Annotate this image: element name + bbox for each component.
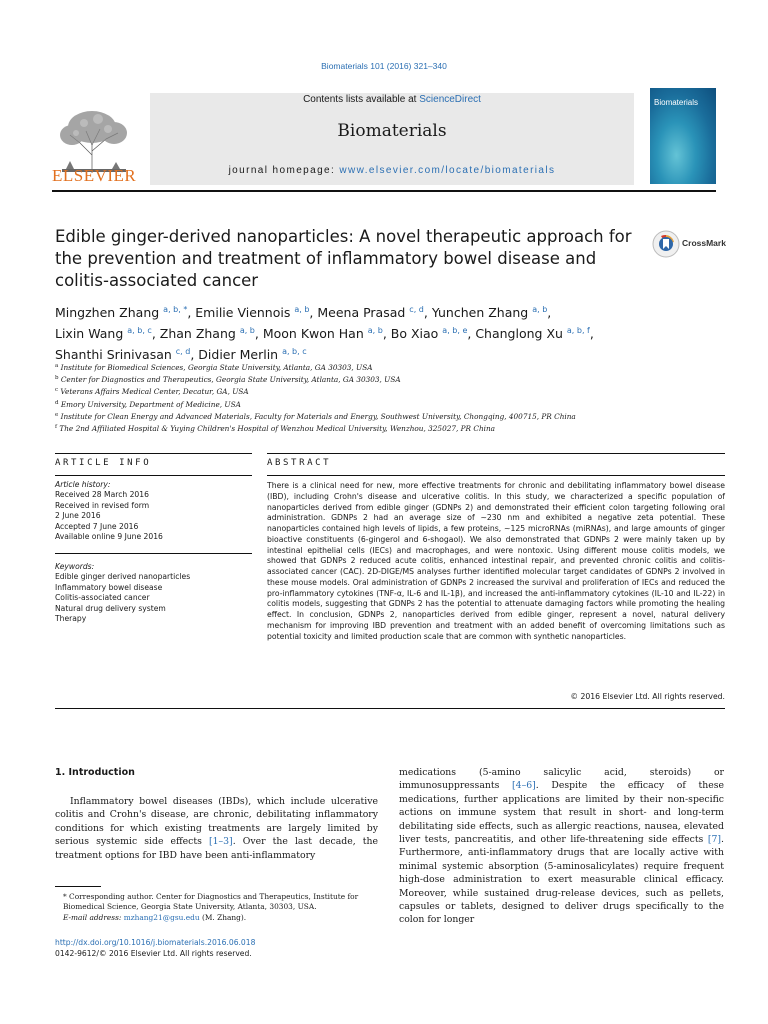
- author-name[interactable]: Emilie Viennois: [195, 305, 295, 320]
- abstract-heading-rule: [267, 475, 725, 476]
- author-separator: ,: [190, 347, 199, 362]
- reference-link[interactable]: [1–3]: [208, 836, 233, 848]
- abstract-heading: ABSTRACT: [267, 458, 332, 468]
- affiliation-key: d: [55, 399, 59, 406]
- abstract-text: There is a clinical need for new, more effective treatments for chronic and debilitating inflammatory bowel disease (IBD), including Crohn's disease and ulcerative colitis. In this study, we characterized a specific population of nanoparticles derived from edible ginger (GDNPs 2) and demonstrated their efficient colon targeting following oral administration. GDNPs 2 had an average size of ~230 nm and exhibited a negative zeta potential. These nanoparticles contained high levels of lipids, a few proteins, ~125 microRNAs (miRNAs), and large amounts of ginger bioactive constituents (6-gingerol and 6-shogaol). We also demonstrated that GDNPs 2 were mainly taken up by intestinal epithelial cells (IECs) and macrophages, and were nontoxic. Using different mouse colitis models, we showed that GDNPs 2 reduced acute colitis, enhanced intestinal repair, and prevented chronic colitis and colitis-associated cancer (CAC). 2D-DIGE/MS analyses further identified molecular target candidates of GDNPs 2 involved in these mouse models. Oral administration of GDNPs 2 increased the survival and proliferation of IECs and reduced the pro-inflammatory cytokines (TNF-α, IL-6 and IL-1β), and increased the anti-inflammatory cytokines (IL-10 and IL-22) in colitis models, suggesting that GDNPs 2 has the potential to attenuate damaging factors while promoting the healing effect. In conclusion, GDNPs 2, nanoparticles derived from edible ginger, represent a novel, natural delivery mechanism for improving IBD prevention and treatment with an added benefit of overcoming limitations such as potential toxicity and limited production scale that are common with synthetic nanoparticles.: [267, 481, 725, 641]
- author-separator: ,: [151, 326, 160, 341]
- issn-copyright: 0142-9612/© 2016 Elsevier Ltd. All rights reserved.: [55, 949, 252, 958]
- author-affiliation-marker[interactable]: c, d: [175, 347, 191, 356]
- abstract-top-rule: [267, 453, 725, 454]
- abstract-bottom-rule: [55, 708, 725, 709]
- article-info-top-rule: [55, 453, 252, 454]
- email-link[interactable]: mzhang21@gsu.edu: [123, 912, 200, 922]
- keywords: [55, 562, 255, 624]
- history-line: Received 28 March 2016: [55, 490, 149, 500]
- crossmark-label[interactable]: CrossMark: [682, 238, 726, 248]
- affiliation-key: e: [55, 411, 59, 418]
- author-affiliation-marker[interactable]: a, b: [367, 326, 383, 335]
- sciencedirect-link[interactable]: ScienceDirect: [419, 94, 481, 105]
- author-affiliation-marker[interactable]: a, b, f: [566, 326, 590, 335]
- affiliations: [55, 361, 715, 434]
- intro-paragraph-right: medications (5-amino salicylic acid, steroids) or immunosuppressants [4–6]. Despite the efficacy of these medications, further applications are limited by their non-specific actions on immune system that result in short- and long-term debilitating side effects, such as allergic reactions, nausea, elevated liver tests, pancreatitis, and other life-threatening side effects [7]. Furthermore, anti-inflammatory drugs that are locally active with minimal systemic absorption (5-aminosalicylates) require frequent high-dose administration to exert measurable clinical efficacy. Moreover, while sustained drug-release devices, such as pellets, capsules or tablets, designed to deliver drugs specifically to the colon for longer: [399, 767, 724, 926]
- affiliation-item: [55, 385, 715, 397]
- author-separator: ,: [589, 326, 594, 341]
- affiliation-text: Veterans Affairs Medical Center, Decatur, GA, USA: [58, 387, 249, 397]
- author-name[interactable]: Didier Merlin: [198, 347, 283, 362]
- affiliation-item: [55, 373, 715, 385]
- author-name[interactable]: Zhan Zhang: [159, 326, 240, 341]
- history-line: Accepted 7 June 2016: [55, 521, 139, 531]
- affiliation-item: [55, 398, 715, 410]
- author-name[interactable]: Lixin Wang: [55, 326, 128, 341]
- author-separator: ,: [309, 305, 318, 320]
- affiliation-item: [55, 361, 715, 373]
- author-name[interactable]: Meena Prasad: [317, 305, 410, 320]
- corresponding-text: * Corresponding author. Center for Diagnostics and Therapeutics, Institute for Biomedical Science, Georgia State University, Atlanta, 30303, USA.: [63, 892, 359, 912]
- reference-link[interactable]: [7]: [707, 834, 722, 846]
- author-affiliation-marker[interactable]: a, b, c: [282, 347, 307, 356]
- affiliation-key: a: [55, 363, 59, 369]
- elsevier-wordmark: ELSEVIER: [52, 166, 137, 185]
- author-name[interactable]: Moon Kwon Han: [262, 326, 368, 341]
- history-keywords-rule: [55, 553, 252, 554]
- journal-homepage: journal homepage: www.elsevier.com/locate/biomaterials: [228, 165, 556, 176]
- affiliation-text: The 2nd Affiliated Hospital & Yuying Children's Hospital of Wenzhou Medical University, Wenzhou, 325027, PR China: [57, 424, 496, 434]
- header-divider: [52, 190, 716, 192]
- author-affiliation-marker[interactable]: a, b: [239, 326, 255, 335]
- cover-title: Biomaterials: [654, 98, 699, 107]
- keyword-item: Inflammatory bowel disease: [55, 582, 163, 592]
- journal-citation[interactable]: Biomaterials 101 (2016) 321–340: [321, 61, 447, 71]
- history-line: Received in revised form: [55, 500, 150, 510]
- author-separator: ,: [187, 305, 196, 320]
- author-name[interactable]: Bo Xiao: [390, 326, 443, 341]
- journal-name: Biomaterials: [337, 121, 447, 141]
- history-line: 2 June 2016: [55, 511, 101, 521]
- author-affiliation-marker[interactable]: a, b, e: [442, 326, 468, 335]
- affiliation-key: c: [55, 387, 59, 394]
- author-separator: ,: [382, 326, 391, 341]
- affiliation-text: Emory University, Department of Medicine, USA: [58, 399, 241, 409]
- email-line: E-mail address: mzhang21@gsu.edu (M. Zhang).: [63, 912, 247, 922]
- keywords-label: Keywords:: [55, 562, 95, 571]
- affiliation-text: Institute for Biomedical Sciences, Georgia State University, Atlanta, GA 30303, USA: [58, 363, 373, 372]
- affiliation-key: b: [55, 375, 59, 382]
- article-info-heading: ARTICLE INFO: [55, 458, 152, 468]
- article-info-heading-rule: [55, 475, 252, 476]
- history-line: Available online 9 June 2016: [55, 532, 163, 542]
- author-list: [55, 301, 715, 364]
- contents-availability: Contents lists available at ScienceDirect: [303, 94, 481, 105]
- author-affiliation-marker[interactable]: a, b, *: [163, 305, 188, 314]
- author-name[interactable]: Changlong Xu: [475, 326, 567, 341]
- author-affiliation-marker[interactable]: c, d: [409, 305, 424, 314]
- affiliation-item: [55, 422, 715, 434]
- crossmark-icon[interactable]: [652, 230, 680, 258]
- keyword-item: Edible ginger derived nanoparticles: [55, 572, 191, 582]
- author-name[interactable]: Mingzhen Zhang: [55, 305, 164, 320]
- affiliation-text: Center for Diagnostics and Therapeutics, Georgia State University, Atlanta, GA 30303, USA: [58, 375, 401, 385]
- reference-link[interactable]: [4–6]: [512, 780, 536, 792]
- homepage-link[interactable]: www.elsevier.com/locate/biomaterials: [339, 165, 556, 176]
- affiliation-item: [55, 410, 715, 422]
- author-name[interactable]: Yunchen Zhang: [431, 305, 533, 320]
- author-separator: ,: [423, 305, 432, 320]
- affiliation-key: f: [55, 424, 58, 431]
- section-heading-introduction: 1. Introduction: [55, 767, 135, 778]
- intro-paragraph-left: Inflammatory bowel diseases (IBDs), which include ulcerative colitis and Crohn's disease, are chronic, debilitating inflammatory conditions for which existing treatments are largely limited by serious systemic side effects [1–3]. Over the last decade, the treatment options for IBD have been anti-inflammatory: [55, 796, 378, 861]
- keyword-item: Therapy: [55, 614, 87, 624]
- author-affiliation-marker[interactable]: a, b: [532, 305, 548, 314]
- corresponding-author-note: [55, 892, 378, 923]
- author-affiliation-marker[interactable]: a, b: [294, 305, 310, 314]
- keyword-item: Colitis-associated cancer: [55, 593, 150, 603]
- author-separator: ,: [547, 305, 552, 320]
- history-label: Article history:: [55, 480, 111, 489]
- abstract-copyright: © 2016 Elsevier Ltd. All rights reserved.: [570, 692, 725, 701]
- author-separator: ,: [254, 326, 263, 341]
- author-separator: ,: [467, 326, 476, 341]
- footnote-rule: [55, 886, 101, 887]
- doi-link[interactable]: http://dx.doi.org/10.1016/j.biomaterials.2016.06.018: [55, 938, 256, 947]
- keyword-item: Natural drug delivery system: [55, 603, 166, 613]
- affiliation-text: Institute for Clean Energy and Advanced Materials, Faculty for Materials and Energy, Southwest University, Chongqing, 400715, PR China: [58, 411, 576, 421]
- article-title: Edible ginger-derived nanoparticles: A novel therapeutic approach for the prevention and treatment of inflammatory bowel disease and colitis-associated cancer: [55, 227, 632, 290]
- author-affiliation-marker[interactable]: a, b, c: [127, 326, 152, 335]
- article-history: [55, 480, 255, 542]
- author-name[interactable]: Shanthi Srinivasan: [55, 347, 176, 362]
